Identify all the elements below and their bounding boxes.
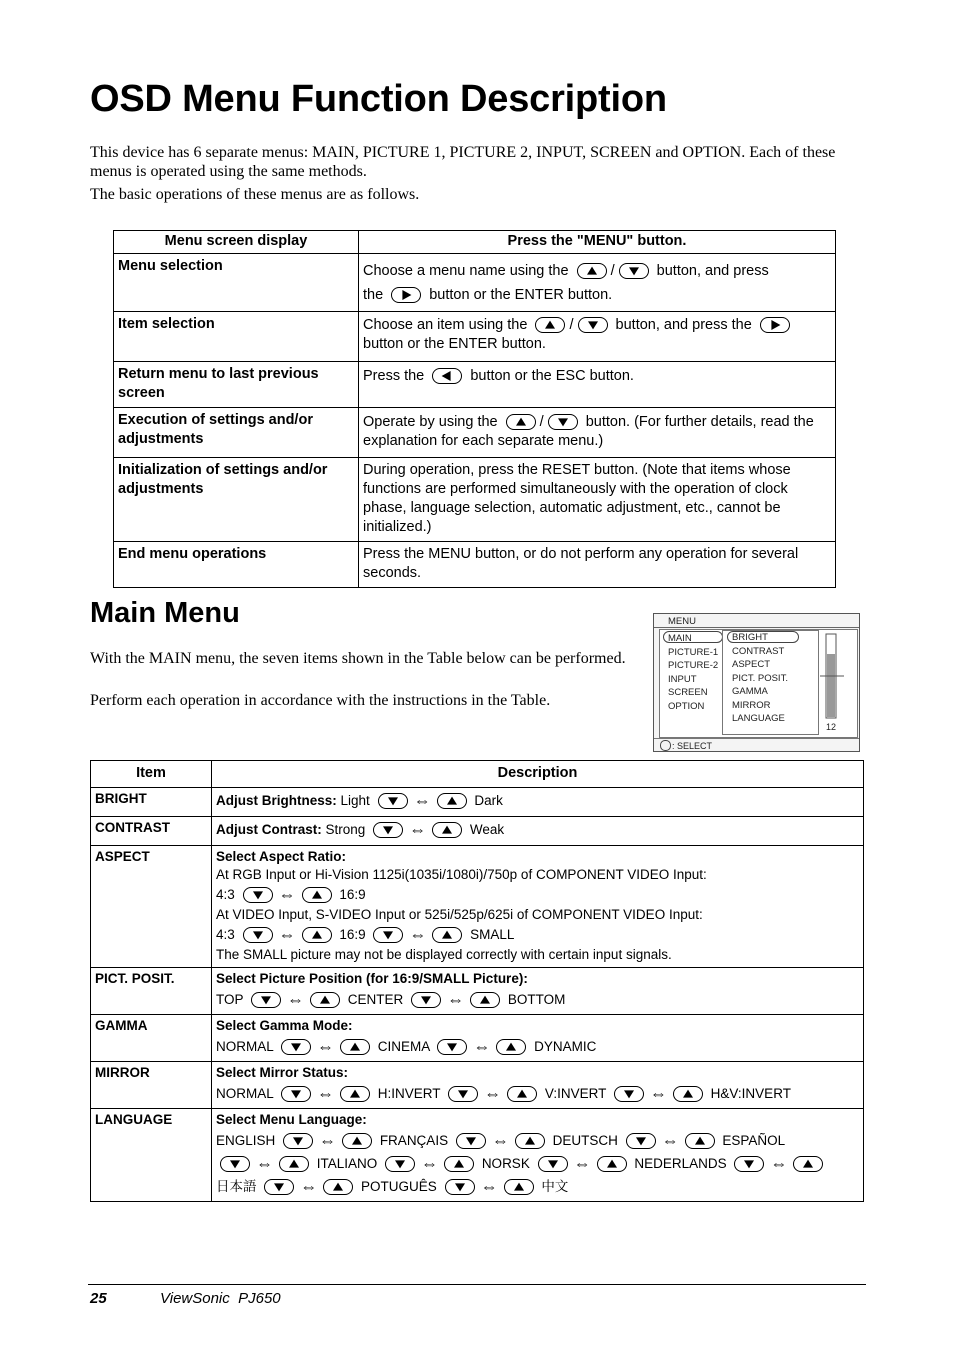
left-right-arrow-icon: ⇔	[300, 1177, 318, 1196]
down-button-icon	[373, 822, 403, 838]
table-row	[91, 1062, 864, 1109]
item-label: LANGUAGE	[91, 1109, 212, 1202]
up-button-icon	[342, 1133, 372, 1149]
osd-menu-item: SCREEN	[668, 687, 708, 698]
table-row	[91, 968, 864, 1015]
option-row	[216, 1035, 859, 1058]
left-right-arrow-icon: ⇔	[480, 1177, 498, 1196]
item-description	[212, 1109, 864, 1202]
table-row	[114, 254, 836, 312]
text: button, and press	[656, 263, 769, 279]
option: H&V:INVERT	[710, 1086, 791, 1101]
table-row	[114, 362, 836, 408]
option: Weak	[469, 822, 505, 837]
table-row	[114, 542, 836, 588]
description-title: Adjust Brightness:	[216, 793, 337, 808]
down-button-icon	[619, 263, 649, 279]
left-right-arrow-icon: ⇔	[649, 1084, 667, 1103]
text: Operate by using the	[363, 414, 498, 430]
osd-menu-item: PICTURE-1	[668, 646, 719, 658]
option-row	[216, 923, 859, 946]
down-button-icon	[734, 1156, 764, 1172]
table-row	[114, 312, 836, 362]
option: CINEMA	[377, 1039, 430, 1054]
text: Press the	[363, 368, 425, 384]
option-row	[216, 988, 859, 1011]
option: 4:3	[216, 887, 235, 902]
row-label: Menu selection	[114, 254, 359, 312]
option: CENTER	[347, 992, 404, 1007]
table-header-row	[91, 761, 864, 788]
down-button-icon	[243, 887, 273, 903]
row-label: Initialization of settings and/or adjustments	[114, 458, 359, 542]
down-button-icon	[373, 927, 403, 943]
description-title: Select Gamma Mode:	[216, 1018, 353, 1033]
table-header-cell: Press the "MENU" button.	[359, 231, 836, 254]
item-label: GAMMA	[91, 1015, 212, 1062]
text: button, and press the	[615, 317, 752, 333]
option: FRANÇAIS	[379, 1133, 449, 1148]
row-label: Return menu to last previous screen	[114, 362, 359, 408]
osd-menu-item: PICTURE-2	[668, 660, 719, 671]
osd-item: LANGUAGE	[732, 713, 785, 724]
item-description	[212, 817, 864, 846]
down-button-icon	[578, 317, 608, 333]
osd-title: MENU	[668, 616, 696, 627]
option: Dark	[474, 793, 503, 808]
up-button-icon	[432, 822, 462, 838]
description-title: Select Mirror Status:	[216, 1065, 349, 1080]
down-button-icon	[548, 414, 578, 430]
up-button-icon	[279, 1156, 309, 1172]
option: DYNAMIC	[534, 1039, 597, 1054]
down-button-icon	[626, 1133, 656, 1149]
osd-menu-screenshot	[653, 613, 860, 752]
description-line: At VIDEO Input, S-VIDEO Input or 525i/525p/625i of COMPONENT VIDEO Input:	[216, 907, 703, 922]
down-button-icon	[281, 1039, 311, 1055]
osd-menu-item: MAIN	[668, 633, 692, 644]
item-description	[212, 788, 864, 817]
text: button or the ESC button.	[470, 368, 634, 384]
option: BOTTOM	[507, 992, 566, 1007]
osd-menu-item: INPUT	[668, 673, 697, 685]
option: 日本語	[216, 1179, 257, 1194]
osd-item: CONTRAST	[732, 645, 785, 657]
osd-item: GAMMA	[732, 686, 768, 697]
option: SMALL	[470, 927, 515, 942]
table-header-cell: Item	[91, 761, 212, 788]
section-title: Main Menu	[90, 597, 240, 629]
intro-paragraph: This device has 6 separate menus: MAIN, PICTURE 1, PICTURE 2, INPUT, SCREEN and OPTION. Each of these menus is operated using the same methods.	[90, 144, 836, 180]
left-right-arrow-icon: ⇔	[413, 791, 431, 810]
left-right-arrow-icon: ⇔	[573, 1154, 591, 1173]
down-button-icon	[264, 1179, 294, 1195]
option-row	[216, 883, 859, 906]
osd-menu-list	[668, 632, 718, 713]
main-menu-paragraph-2: Perform each operation in accordance with the instructions in the Table.	[90, 692, 551, 709]
option: 中文	[541, 1179, 569, 1194]
footer-product: ViewSonic PJ650	[160, 1290, 281, 1307]
osd-item: MIRROR	[732, 699, 771, 711]
osd-slider	[820, 632, 844, 732]
option: H:INVERT	[377, 1086, 441, 1101]
item-description	[212, 846, 864, 968]
up-button-icon	[506, 414, 536, 430]
table-header-row	[114, 231, 836, 254]
item-description	[212, 968, 864, 1015]
footer-rule	[88, 1284, 866, 1285]
text: button. (For further details, read the explanation for each separate menu.)	[363, 414, 814, 449]
row-value: Operate by using the / button. (For further details, read the explanation for each separate menu.)	[359, 408, 836, 458]
up-button-icon	[340, 1039, 370, 1055]
osd-item: BRIGHT	[732, 632, 768, 643]
text: button or the ENTER button.	[429, 287, 613, 303]
intro-paragraph-2: The basic operations of these menus are as follows.	[90, 186, 420, 203]
table-row	[114, 458, 836, 542]
option: 16:9	[339, 927, 366, 942]
left-right-arrow-icon: ⇔	[317, 1084, 335, 1103]
page-number: 25	[90, 1290, 107, 1307]
option: NEDERLANDS	[634, 1156, 727, 1171]
up-button-icon	[577, 263, 607, 279]
option: NORMAL	[216, 1086, 274, 1101]
option: NORSK	[481, 1156, 530, 1171]
item-label: BRIGHT	[91, 788, 212, 817]
up-button-icon	[496, 1039, 526, 1055]
up-button-icon	[437, 793, 467, 809]
left-right-arrow-icon: ⇔	[256, 1154, 273, 1173]
row-value: During operation, press the RESET button. (Note that items whose functions are performed simultaneously with the operation of clock phase, language selection, automatic adjustment, etc., cannot be initialized.)	[359, 458, 836, 542]
option-row	[216, 1152, 859, 1175]
down-button-icon	[445, 1179, 475, 1195]
table-row	[91, 788, 864, 817]
left-right-arrow-icon: ⇔	[278, 925, 296, 944]
up-button-icon	[323, 1179, 353, 1195]
right-button-icon	[760, 317, 790, 333]
row-value: Choose an item using the / button, and press the button or the ENTER button.	[359, 312, 836, 362]
menu-operations-table	[113, 230, 836, 588]
description-line: At RGB Input or Hi-Vision 1125i(1035i/1080i)/750p of COMPONENT VIDEO Input:	[216, 867, 707, 882]
up-button-icon	[444, 1156, 474, 1172]
left-right-arrow-icon: ⇔	[447, 990, 465, 1009]
text: button or the ENTER button.	[363, 336, 546, 352]
main-menu-items-table	[90, 760, 864, 1202]
left-button-icon	[432, 368, 462, 384]
up-button-icon	[310, 992, 340, 1008]
down-button-icon	[456, 1133, 486, 1149]
up-button-icon	[507, 1086, 537, 1102]
down-button-icon	[251, 992, 281, 1008]
description-title: Select Aspect Ratio:	[216, 849, 347, 864]
option: V:INVERT	[544, 1086, 607, 1101]
main-menu-paragraph: With the MAIN menu, the seven items shown in the Table below can be performed.	[90, 650, 626, 667]
option: ENGLISH	[216, 1133, 276, 1148]
item-description	[212, 1015, 864, 1062]
up-button-icon	[302, 927, 332, 943]
row-value: Press the MENU button, or do not perform any operation for several seconds.	[359, 542, 836, 588]
description-title: Select Menu Language:	[216, 1112, 367, 1127]
down-button-icon	[378, 793, 408, 809]
osd-footer-label: : SELECT	[672, 741, 713, 751]
text: the	[363, 287, 384, 303]
item-label: PICT. POSIT.	[91, 968, 212, 1015]
option-row	[216, 1129, 859, 1152]
up-button-icon	[597, 1156, 627, 1172]
down-button-icon	[411, 992, 441, 1008]
description-title: Select Picture Position (for 16:9/SMALL Picture):	[216, 971, 528, 986]
up-button-icon	[470, 992, 500, 1008]
left-right-arrow-icon: ⇔	[661, 1131, 679, 1150]
down-button-icon	[437, 1039, 467, 1055]
left-right-arrow-icon: ⇔	[409, 820, 427, 839]
option: POTUGUÊS	[361, 1179, 437, 1194]
option: 4:3	[216, 927, 235, 942]
left-right-arrow-icon: ⇔	[421, 1154, 439, 1173]
up-button-icon	[340, 1086, 370, 1102]
osd-item: PICT. POSIT.	[732, 672, 788, 684]
row-value	[359, 362, 836, 408]
up-button-icon	[673, 1086, 703, 1102]
osd-item: ASPECT	[732, 659, 771, 670]
osd-footer	[654, 738, 859, 751]
left-right-arrow-icon: ⇔	[278, 885, 296, 904]
down-button-icon	[283, 1133, 313, 1149]
select-icon	[660, 740, 671, 751]
osd-submenu	[722, 630, 819, 735]
item-label: CONTRAST	[91, 817, 212, 846]
option: NORMAL	[216, 1039, 274, 1054]
right-button-icon	[391, 287, 421, 303]
row-label: Item selection	[114, 312, 359, 362]
up-button-icon	[515, 1133, 545, 1149]
row-value: Choose a menu name using the / button, and press the button or the ENTER button.	[359, 254, 836, 312]
osd-menu-item: OPTION	[668, 700, 705, 712]
item-description	[212, 1062, 864, 1109]
table-header-cell: Menu screen display	[114, 231, 359, 254]
left-right-arrow-icon: ⇔	[491, 1131, 509, 1150]
left-right-arrow-icon: ⇔	[319, 1131, 337, 1150]
option: Strong	[325, 822, 366, 837]
left-right-arrow-icon: ⇔	[473, 1037, 491, 1056]
table-row	[91, 846, 864, 968]
row-label: Execution of settings and/or adjustments	[114, 408, 359, 458]
table-row	[91, 1015, 864, 1062]
down-button-icon	[385, 1156, 415, 1172]
option: Light	[340, 793, 370, 808]
left-right-arrow-icon: ⇔	[317, 1037, 335, 1056]
up-button-icon	[504, 1179, 534, 1195]
table-row	[91, 1109, 864, 1202]
option-row	[216, 1175, 859, 1198]
up-button-icon	[535, 317, 565, 333]
text: Choose a menu name using the	[363, 263, 569, 279]
table-row	[114, 408, 836, 458]
left-right-arrow-icon: ⇔	[409, 925, 427, 944]
down-button-icon	[538, 1156, 568, 1172]
up-button-icon	[685, 1133, 715, 1149]
down-button-icon	[220, 1156, 250, 1172]
down-button-icon	[281, 1086, 311, 1102]
up-button-icon	[302, 887, 332, 903]
option: DEUTSCH	[552, 1133, 618, 1148]
table-header-cell: Description	[212, 761, 864, 788]
option: ITALIANO	[316, 1156, 378, 1171]
up-button-icon	[793, 1156, 823, 1172]
description-note: The SMALL picture may not be displayed correctly with certain input signals.	[216, 947, 672, 962]
down-button-icon	[448, 1086, 478, 1102]
option: TOP	[216, 992, 244, 1007]
page-title: OSD Menu Function Description	[90, 78, 667, 120]
option: ESPAÑOL	[722, 1133, 786, 1148]
row-label: End menu operations	[114, 542, 359, 588]
option-row	[216, 1082, 859, 1105]
table-row	[91, 817, 864, 846]
up-button-icon	[432, 927, 462, 943]
left-right-arrow-icon: ⇔	[770, 1154, 788, 1173]
down-button-icon	[243, 927, 273, 943]
down-button-icon	[614, 1086, 644, 1102]
text: Choose an item using the	[363, 317, 528, 333]
item-label: MIRROR	[91, 1062, 212, 1109]
left-right-arrow-icon: ⇔	[484, 1084, 502, 1103]
item-label: ASPECT	[91, 846, 212, 968]
option: 16:9	[339, 887, 366, 902]
description-title: Adjust Contrast:	[216, 822, 322, 837]
left-right-arrow-icon: ⇔	[287, 990, 305, 1009]
osd-value: 12	[826, 722, 837, 732]
